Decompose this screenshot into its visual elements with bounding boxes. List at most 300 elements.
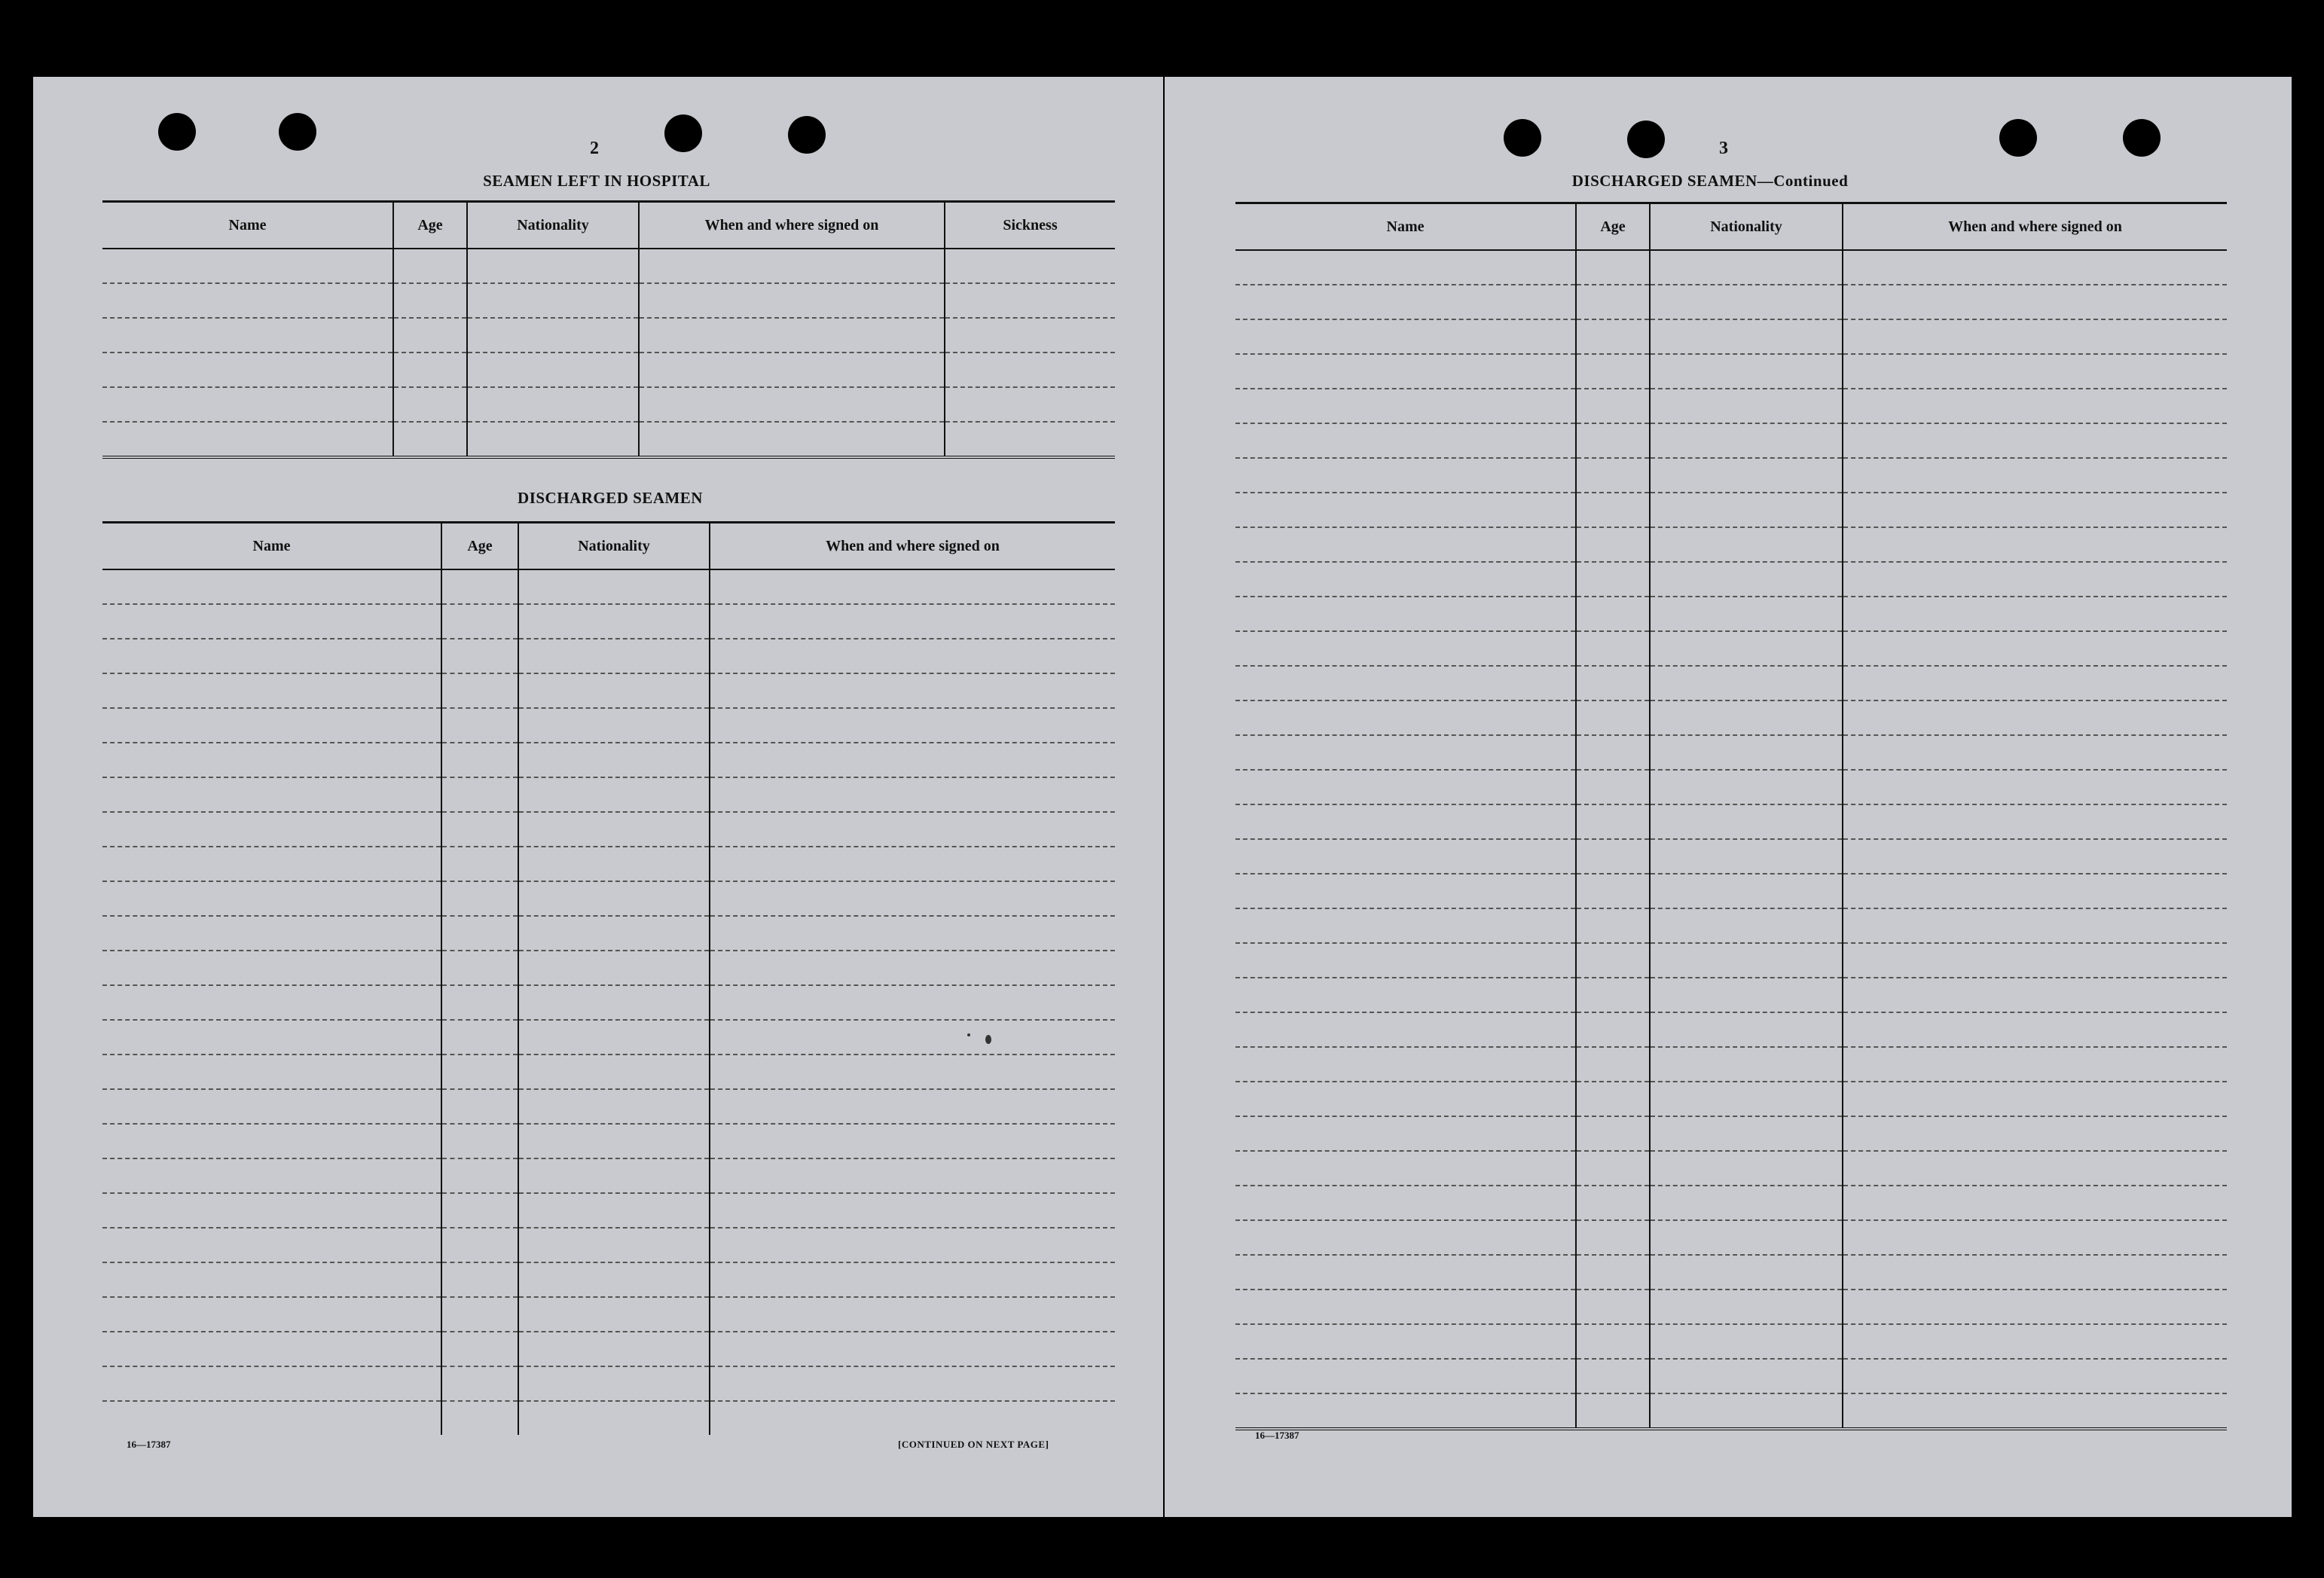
blank-cell (1235, 735, 1576, 770)
blank-cell (710, 604, 1115, 639)
blank-entry-row (1235, 700, 2227, 735)
blank-cell (518, 1193, 710, 1228)
form-number: 16—17387 (127, 1439, 171, 1450)
blank-cell (1650, 1220, 1843, 1255)
blank-cell (441, 604, 518, 639)
column-header-age: Age (393, 203, 467, 249)
blank-cell (441, 1297, 518, 1332)
blank-cell (639, 422, 945, 456)
blank-cell (518, 1297, 710, 1332)
blank-cell (1843, 285, 2227, 319)
blank-cell (639, 353, 945, 387)
blank-cell (1235, 631, 1576, 666)
blank-cell (441, 743, 518, 777)
blank-cell (441, 847, 518, 881)
blank-cell (1650, 493, 1843, 527)
blank-entry-row (102, 916, 1115, 951)
blank-entry-row (1235, 943, 2227, 978)
blank-cell (518, 1055, 710, 1089)
blank-entry-row (1235, 493, 2227, 527)
blank-cell (1843, 874, 2227, 908)
blank-cell (1576, 1359, 1650, 1393)
blank-cell (1650, 1255, 1843, 1290)
blank-cell (102, 847, 441, 881)
blank-cell (1576, 423, 1650, 458)
blank-cell (1843, 1324, 2227, 1359)
blank-cell (102, 1124, 441, 1158)
blank-cell (1650, 597, 1843, 631)
blank-entry-row (1235, 1151, 2227, 1186)
blank-cell (1650, 770, 1843, 804)
blank-entry-row (102, 1262, 1115, 1297)
punch-hole (2123, 119, 2161, 157)
blank-cell (1650, 700, 1843, 735)
blank-cell (1650, 1359, 1843, 1393)
blank-cell (1235, 389, 1576, 423)
blank-cell (1843, 1220, 2227, 1255)
blank-cell (518, 1366, 710, 1401)
blank-cell (102, 1158, 441, 1193)
page-number: 3 (1719, 139, 1728, 158)
blank-cell (1650, 1012, 1843, 1047)
blank-cell (710, 743, 1115, 777)
blank-cell (1235, 804, 1576, 839)
blank-entry-row (1235, 908, 2227, 943)
blank-entry-row (102, 881, 1115, 916)
blank-cell (1843, 700, 2227, 735)
blank-cell (710, 951, 1115, 985)
blank-entry-row (102, 1020, 1115, 1055)
blank-entry-row (1235, 285, 2227, 319)
blank-cell (1576, 1220, 1650, 1255)
blank-cell (639, 318, 945, 353)
blank-entry-row (102, 743, 1115, 777)
blank-cell (1576, 285, 1650, 319)
blank-entry-row (1235, 1324, 2227, 1359)
blank-cell (1843, 389, 2227, 423)
blank-entry-row (1235, 458, 2227, 493)
blank-cell (1235, 874, 1576, 908)
blank-cell (1235, 839, 1576, 874)
blank-cell (1235, 1220, 1576, 1255)
blank-cell (518, 1089, 710, 1124)
blank-cell (945, 283, 1115, 318)
blank-cell (710, 1228, 1115, 1262)
blank-cell (441, 1089, 518, 1124)
blank-cell (1843, 1393, 2227, 1427)
column-header-name: Name (1235, 204, 1576, 250)
blank-cell (710, 1124, 1115, 1158)
blank-cell (1843, 978, 2227, 1012)
blank-cell (1576, 1186, 1650, 1220)
punch-hole (158, 113, 196, 151)
blank-cell (1650, 250, 1843, 285)
blank-entry-row (1235, 562, 2227, 597)
blank-cell (710, 812, 1115, 847)
blank-cell (945, 387, 1115, 422)
blank-cell (1576, 562, 1650, 597)
blank-cell (1235, 423, 1576, 458)
blank-cell (1576, 908, 1650, 943)
blank-cell (518, 1020, 710, 1055)
blank-cell (393, 387, 467, 422)
blank-cell (441, 1020, 518, 1055)
blank-cell (441, 708, 518, 743)
blank-cell (710, 673, 1115, 708)
blank-cell (639, 249, 945, 283)
blank-cell (441, 1158, 518, 1193)
blank-cell (1843, 1116, 2227, 1151)
blank-cell (518, 708, 710, 743)
blank-cell (1235, 285, 1576, 319)
blank-entry-row (102, 387, 1115, 422)
blank-cell (639, 283, 945, 318)
blank-cell (1576, 978, 1650, 1012)
blank-cell (1235, 1047, 1576, 1082)
blank-entry-row (1235, 354, 2227, 389)
column-header-when-and-where-signed-on: When and where signed on (639, 203, 945, 249)
blank-cell (1576, 319, 1650, 354)
blank-cell (1843, 770, 2227, 804)
blank-cell (393, 422, 467, 456)
blank-cell (1843, 631, 2227, 666)
column-header-name: Name (102, 203, 393, 249)
blank-cell (467, 422, 639, 456)
blank-cell (1650, 354, 1843, 389)
hospital-table (102, 200, 1115, 459)
blank-cell (1843, 1290, 2227, 1324)
blank-cell (102, 1401, 441, 1435)
blank-cell (710, 1020, 1115, 1055)
blank-cell (1650, 666, 1843, 700)
blank-cell (1576, 1116, 1650, 1151)
blank-cell (1650, 1151, 1843, 1186)
blank-cell (102, 1020, 441, 1055)
blank-entry-row (1235, 1220, 2227, 1255)
blank-cell (1650, 1393, 1843, 1427)
blank-cell (1843, 804, 2227, 839)
blank-cell (1235, 597, 1576, 631)
blank-cell (945, 422, 1115, 456)
blank-cell (102, 1055, 441, 1089)
punch-hole (279, 113, 316, 151)
blank-cell (1650, 978, 1843, 1012)
blank-cell (945, 318, 1115, 353)
blank-cell (518, 777, 710, 812)
blank-entry-row (102, 1193, 1115, 1228)
blank-cell (1843, 735, 2227, 770)
blank-cell (1576, 1290, 1650, 1324)
blank-entry-row (102, 1124, 1115, 1158)
blank-cell (1650, 631, 1843, 666)
discharged-seamen-table (102, 521, 1115, 1435)
blank-cell (393, 318, 467, 353)
blank-cell (467, 353, 639, 387)
blank-cell (1235, 908, 1576, 943)
blank-cell (518, 569, 710, 604)
blank-entry-row (1235, 735, 2227, 770)
blank-cell (102, 881, 441, 916)
column-header-nationality: Nationality (1650, 204, 1843, 250)
blank-entry-row (102, 353, 1115, 387)
blank-entry-row (1235, 423, 2227, 458)
blank-cell (1235, 1151, 1576, 1186)
blank-entry-row (102, 673, 1115, 708)
blank-entry-row (102, 1158, 1115, 1193)
blank-entry-row (102, 604, 1115, 639)
blank-cell (1576, 354, 1650, 389)
blank-cell (1843, 1012, 2227, 1047)
blank-cell (1650, 1324, 1843, 1359)
discharged-seamen-continued-table (1235, 202, 2227, 1430)
blank-cell (441, 812, 518, 847)
blank-entry-row (102, 708, 1115, 743)
blank-cell (393, 353, 467, 387)
right-page (1165, 77, 2292, 1517)
blank-cell (1576, 839, 1650, 874)
blank-cell (710, 708, 1115, 743)
blank-entry-row (1235, 319, 2227, 354)
blank-entry-row (102, 1366, 1115, 1401)
blank-cell (1576, 666, 1650, 700)
blank-entry-row (1235, 1393, 2227, 1427)
blank-cell (1235, 1290, 1576, 1324)
blank-cell (518, 916, 710, 951)
blank-cell (1650, 458, 1843, 493)
blank-cell (102, 353, 393, 387)
blank-entry-row (1235, 1047, 2227, 1082)
ink-speck (967, 1033, 970, 1036)
blank-cell (1235, 527, 1576, 562)
blank-cell (1650, 319, 1843, 354)
blank-cell (1650, 527, 1843, 562)
blank-cell (1650, 562, 1843, 597)
blank-cell (1843, 527, 2227, 562)
blank-cell (1235, 943, 1576, 978)
blank-cell (441, 985, 518, 1020)
blank-cell (710, 639, 1115, 673)
blank-cell (1843, 458, 2227, 493)
blank-cell (441, 673, 518, 708)
blank-cell (1650, 1290, 1843, 1324)
blank-cell (102, 985, 441, 1020)
blank-cell (102, 708, 441, 743)
blank-cell (102, 1366, 441, 1401)
blank-cell (1650, 908, 1843, 943)
blank-cell (1843, 354, 2227, 389)
blank-entry-row (1235, 770, 2227, 804)
blank-cell (1576, 1012, 1650, 1047)
blank-cell (518, 1262, 710, 1297)
blank-cell (467, 249, 639, 283)
column-header-when-and-where-signed-on: When and where signed on (1843, 204, 2227, 250)
blank-entry-row (102, 249, 1115, 283)
blank-entry-row (1235, 597, 2227, 631)
punch-hole (1627, 121, 1665, 158)
blank-cell (102, 387, 393, 422)
title-suffix: —Continued (1757, 172, 1849, 190)
blank-cell (441, 916, 518, 951)
blank-cell (1235, 354, 1576, 389)
blank-entry-row (102, 422, 1115, 456)
blank-cell (102, 604, 441, 639)
blank-cell (710, 777, 1115, 812)
blank-cell (518, 1124, 710, 1158)
blank-cell (1576, 1151, 1650, 1186)
blank-cell (467, 318, 639, 353)
blank-entry-row (102, 985, 1115, 1020)
blank-cell (1576, 943, 1650, 978)
blank-cell (710, 1262, 1115, 1297)
blank-entry-row (102, 951, 1115, 985)
blank-cell (518, 1332, 710, 1366)
blank-entry-row (1235, 874, 2227, 908)
blank-cell (1235, 1186, 1576, 1220)
blank-cell (102, 1228, 441, 1262)
blank-entry-row (1235, 1186, 2227, 1220)
punch-hole (788, 116, 826, 154)
punch-hole (1504, 119, 1541, 157)
blank-cell (393, 249, 467, 283)
blank-cell (1235, 562, 1576, 597)
blank-cell (441, 1332, 518, 1366)
blank-cell (102, 249, 393, 283)
blank-cell (102, 916, 441, 951)
blank-entry-row (1235, 389, 2227, 423)
blank-cell (441, 1124, 518, 1158)
blank-entry-row (102, 1055, 1115, 1089)
blank-entry-row (102, 318, 1115, 353)
blank-cell (1843, 666, 2227, 700)
blank-cell (518, 881, 710, 916)
blank-entry-row (102, 1228, 1115, 1262)
blank-entry-row (102, 847, 1115, 881)
blank-cell (518, 1158, 710, 1193)
blank-entry-row (1235, 1359, 2227, 1393)
blank-cell (441, 1055, 518, 1089)
blank-cell (441, 777, 518, 812)
blank-cell (710, 1158, 1115, 1193)
blank-cell (1235, 1082, 1576, 1116)
blank-cell (102, 1297, 441, 1332)
blank-cell (1576, 700, 1650, 735)
blank-cell (1576, 597, 1650, 631)
blank-cell (441, 1366, 518, 1401)
blank-cell (1843, 423, 2227, 458)
blank-cell (1235, 250, 1576, 285)
blank-cell (1650, 1116, 1843, 1151)
blank-cell (1576, 631, 1650, 666)
blank-cell (1843, 1186, 2227, 1220)
blank-cell (1843, 839, 2227, 874)
blank-cell (1843, 1151, 2227, 1186)
blank-entry-row (1235, 1012, 2227, 1047)
title-text: DISCHARGED SEAMEN (1571, 172, 1758, 190)
blank-cell (710, 1401, 1115, 1435)
blank-entry-row (1235, 1082, 2227, 1116)
blank-entry-row (102, 569, 1115, 604)
blank-cell (102, 1089, 441, 1124)
hospital-section-title: SEAMEN LEFT IN HOSPITAL (483, 172, 710, 190)
blank-cell (102, 951, 441, 985)
column-header-when-and-where-signed-on: When and where signed on (710, 523, 1115, 569)
blank-cell (1235, 978, 1576, 1012)
blank-cell (1843, 562, 2227, 597)
blank-cell (1235, 1359, 1576, 1393)
blank-cell (518, 985, 710, 1020)
blank-cell (102, 569, 441, 604)
continued-note: [CONTINUED ON NEXT PAGE] (898, 1439, 1049, 1450)
blank-cell (1650, 1082, 1843, 1116)
blank-cell (1576, 1082, 1650, 1116)
blank-cell (1576, 735, 1650, 770)
blank-cell (102, 1193, 441, 1228)
blank-cell (1576, 1047, 1650, 1082)
blank-cell (518, 847, 710, 881)
blank-cell (1650, 285, 1843, 319)
blank-cell (518, 1228, 710, 1262)
blank-cell (518, 639, 710, 673)
blank-cell (441, 881, 518, 916)
blank-cell (441, 1401, 518, 1435)
blank-entry-row (1235, 804, 2227, 839)
blank-cell (441, 569, 518, 604)
blank-cell (1843, 493, 2227, 527)
blank-cell (518, 951, 710, 985)
left-page (33, 77, 1163, 1517)
blank-cell (1843, 1359, 2227, 1393)
blank-cell (102, 812, 441, 847)
blank-cell (441, 951, 518, 985)
blank-entry-row (1235, 666, 2227, 700)
blank-entry-row (102, 1401, 1115, 1435)
blank-cell (1235, 1255, 1576, 1290)
blank-cell (710, 1055, 1115, 1089)
blank-cell (441, 639, 518, 673)
blank-cell (1843, 943, 2227, 978)
blank-cell (1235, 1012, 1576, 1047)
blank-cell (710, 1297, 1115, 1332)
blank-cell (1576, 458, 1650, 493)
blank-cell (1235, 700, 1576, 735)
blank-entry-row (1235, 839, 2227, 874)
blank-cell (1650, 735, 1843, 770)
blank-cell (710, 916, 1115, 951)
blank-cell (393, 283, 467, 318)
punch-hole (1999, 119, 2037, 157)
blank-cell (102, 777, 441, 812)
blank-cell (710, 1089, 1115, 1124)
blank-entry-row (1235, 1116, 2227, 1151)
blank-entry-row (1235, 250, 2227, 285)
blank-entry-row (102, 283, 1115, 318)
blank-cell (1650, 804, 1843, 839)
blank-cell (1576, 1393, 1650, 1427)
blank-cell (102, 318, 393, 353)
blank-cell (1576, 493, 1650, 527)
blank-cell (710, 881, 1115, 916)
blank-cell (710, 985, 1115, 1020)
blank-entry-row (1235, 527, 2227, 562)
blank-entry-row (102, 777, 1115, 812)
blank-cell (1576, 1324, 1650, 1359)
blank-cell (1235, 666, 1576, 700)
blank-cell (1576, 804, 1650, 839)
blank-cell (102, 422, 393, 456)
blank-cell (1650, 1186, 1843, 1220)
discharged-section-title: DISCHARGED SEAMEN (518, 489, 703, 507)
blank-cell (441, 1262, 518, 1297)
